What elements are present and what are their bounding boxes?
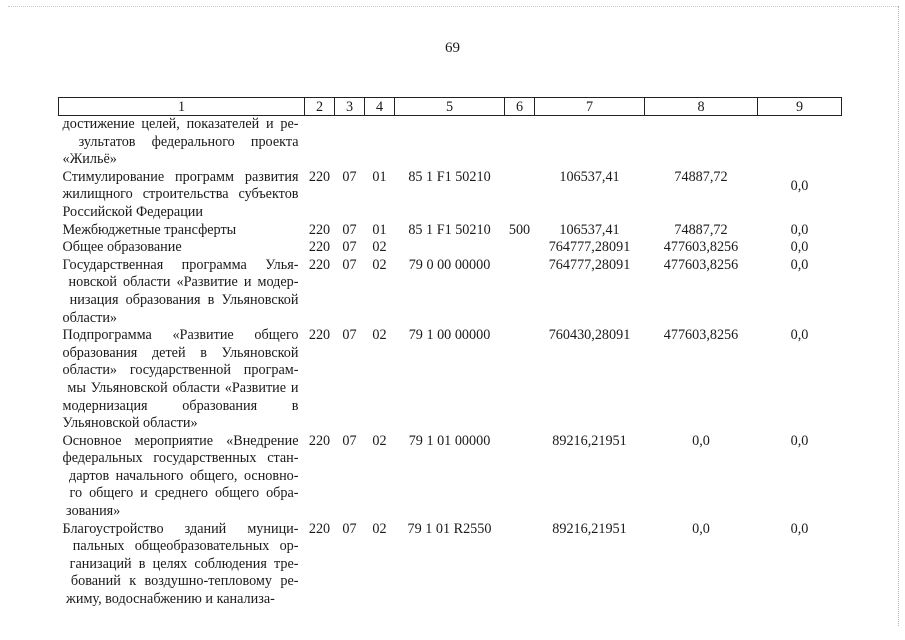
- cell-ministry-code: 220: [308, 256, 331, 273]
- cell-amount-col8: 477603,8256: [663, 256, 739, 273]
- budget-table: [58, 97, 842, 609]
- cell-amount-col7: [535, 116, 645, 169]
- cell-amount-col9: [758, 116, 842, 169]
- cell-target-article: [395, 239, 505, 257]
- cell-amount-col8: [645, 116, 758, 169]
- cell-amount-col7: 760430,28091: [548, 327, 631, 344]
- scan-edge-right: [897, 6, 899, 626]
- cell-expense-type: [505, 327, 535, 433]
- column-header: 8: [645, 98, 758, 116]
- column-header: 7: [535, 98, 645, 116]
- cell-target-article: [395, 116, 505, 169]
- column-header: 5: [395, 98, 505, 116]
- table-row: [59, 257, 842, 327]
- cell-ministry-code: 220: [308, 327, 331, 344]
- cell-expense-type: 500: [508, 221, 531, 238]
- cell-amount-col8: 74887,72: [674, 221, 728, 238]
- cell-target-article: 85 1 F1 50210: [408, 168, 491, 185]
- cell-section: [335, 116, 365, 169]
- table-row: [59, 521, 842, 609]
- cell-section: 07: [342, 239, 357, 256]
- column-header: 9: [758, 98, 842, 116]
- cell-amount-col7: 89216,21951: [552, 520, 627, 537]
- cell-amount-col7: 764777,28091: [548, 239, 631, 256]
- table-header-row: [59, 98, 842, 116]
- cell-amount-col8: 0,0: [692, 432, 710, 449]
- cell-section: 07: [342, 256, 357, 273]
- cell-subsection: [365, 116, 395, 169]
- column-header: 2: [305, 98, 335, 116]
- cell-amount-col7: 89216,21951: [552, 432, 627, 449]
- cell-subsection: 02: [372, 256, 387, 273]
- row-name: достижение целей, показателей и ре- зультатов федерального проекта «Жильё»: [62, 116, 299, 168]
- cell-target-article: 85 1 F1 50210: [408, 221, 491, 238]
- scan-edge-top: [8, 6, 898, 8]
- table-row: [59, 222, 842, 240]
- cell-expense-type: [505, 433, 535, 521]
- cell-section: 07: [342, 327, 357, 344]
- cell-ministry-code: 220: [308, 520, 331, 537]
- row-name: Основное мероприятие «Внедрение федеральных государственных стан- дартов начального общего, основно- го общего и среднего общего обра- зования»: [62, 432, 299, 520]
- cell-amount-col8: 477603,8256: [663, 327, 739, 344]
- table-row: [59, 116, 842, 169]
- cell-ministry-code: 220: [308, 221, 331, 238]
- cell-expense-type: [505, 521, 535, 609]
- table-row: [59, 169, 842, 222]
- cell-ministry-code: [305, 116, 335, 169]
- cell-section: 07: [342, 168, 357, 185]
- cell-section: 07: [342, 221, 357, 238]
- cell-target-article: 79 1 01 R2550: [407, 520, 492, 537]
- cell-amount-col8: 0,0: [692, 520, 710, 537]
- row-name: Благоустройство зданий муници- пальных общеобразовательных ор- ганизаций в целях соблюдения тре- бований к воздушно-тепловому ре- жиму, водоснабжению и канализа-: [62, 520, 299, 608]
- cell-section: 07: [342, 520, 357, 537]
- table-row: [59, 433, 842, 521]
- cell-expense-type: [505, 239, 535, 257]
- column-header: 4: [365, 98, 395, 116]
- column-header: 3: [335, 98, 365, 116]
- cell-ministry-code: 220: [308, 168, 331, 185]
- table-row: [59, 239, 842, 257]
- cell-amount-col7: 764777,28091: [548, 256, 631, 273]
- cell-amount-col9: 0,0: [790, 327, 809, 344]
- column-header: 1: [59, 98, 305, 116]
- cell-amount-col8: 74887,72: [674, 168, 728, 185]
- cell-amount-col7: 106537,41: [559, 221, 620, 238]
- cell-amount-col9: 0,0: [790, 520, 809, 537]
- cell-subsection: 01: [372, 168, 387, 185]
- cell-amount-col9: 0,0: [790, 177, 809, 194]
- cell-amount-col9: 0,0: [790, 239, 809, 256]
- cell-amount-col9: 0,0: [790, 256, 809, 273]
- page-number: 69: [445, 40, 460, 56]
- cell-target-article: 79 1 00 00000: [408, 327, 491, 344]
- row-name: Государственная программа Улья- новской области «Развитие и модер- низация образования в Ульяновской области»: [62, 256, 299, 326]
- cell-subsection: 02: [372, 520, 387, 537]
- row-name: Межбюджетные трансферты: [62, 221, 237, 238]
- cell-subsection: 02: [372, 432, 387, 449]
- row-name: Стимулирование программ развития жилищного строительства субъектов Российской Федерации: [62, 168, 299, 220]
- cell-section: 07: [342, 432, 357, 449]
- table-row: [59, 327, 842, 433]
- row-name: Общее образование: [62, 239, 182, 256]
- cell-subsection: 01: [372, 221, 387, 238]
- cell-expense-type: [505, 169, 535, 222]
- cell-ministry-code: 220: [308, 432, 331, 449]
- row-name: Подпрограмма «Развитие общего образования детей в Ульяновской области» государственной програм- мы Ульяновской области «Развитие и модернизация образования в Ульяновской области»: [62, 327, 299, 432]
- cell-subsection: 02: [372, 327, 387, 344]
- cell-amount-col9: 0,0: [790, 221, 809, 238]
- cell-ministry-code: 220: [308, 239, 331, 256]
- cell-amount-col8: 477603,8256: [663, 239, 739, 256]
- cell-amount-col9: 0,0: [790, 432, 809, 449]
- cell-target-article: 79 1 01 00000: [408, 432, 491, 449]
- cell-expense-type: [505, 257, 535, 327]
- cell-subsection: 02: [372, 239, 387, 256]
- cell-target-article: 79 0 00 00000: [408, 256, 491, 273]
- cell-expense-type: [505, 116, 535, 169]
- cell-amount-col7: 106537,41: [559, 168, 620, 185]
- column-header: 6: [505, 98, 535, 116]
